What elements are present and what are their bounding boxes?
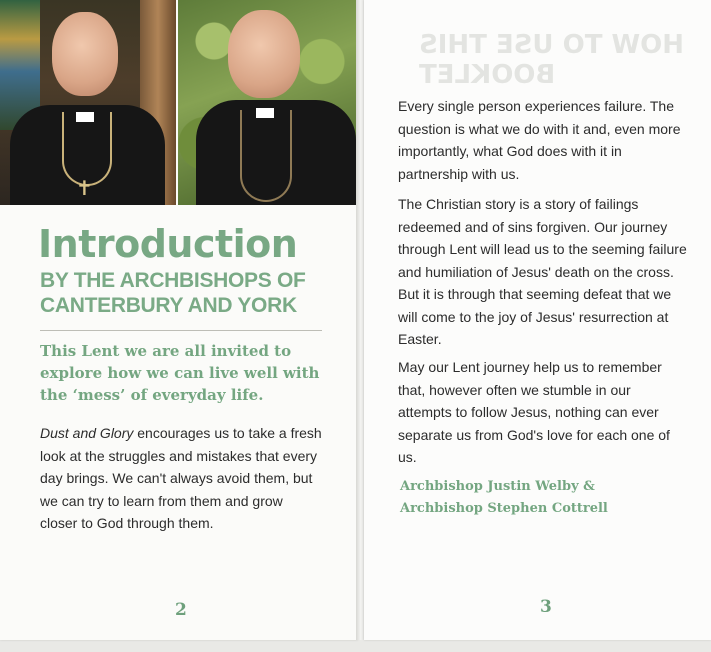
page-number: 2 (175, 600, 187, 620)
photo-archbishop-canterbury (0, 0, 176, 205)
pectoral-chain (240, 110, 292, 202)
show-through-heading: HOW TO USE THIS BOOKLET (419, 30, 685, 90)
photo-archbishop-york (178, 0, 358, 205)
signature-block (400, 476, 690, 520)
page-number: 3 (540, 597, 552, 617)
intro-text: encourages us to take a fresh look at the struggles and mistakes that every day brings. We can't always avoid them, but we can try to learn from them and grow closer to God through them. (40, 425, 322, 531)
portrait-head (52, 12, 118, 96)
pectoral-cross-icon: ✝ (76, 176, 93, 200)
archbishops-photos (0, 0, 358, 205)
signature-welby: Archbishop Justin Welby & (400, 479, 595, 494)
lead-paragraph: This Lent we are all invited to explore how we can live well with the ‘mess’ of everyday life. (40, 342, 320, 404)
portrait-head (228, 10, 300, 98)
intro-paragraph (40, 422, 322, 535)
paragraph-christian-story: The Christian story is a story of failings redeemed and of sins forgiven. Our journey through Lent will lead us to the seeming failure and humiliation of Jesus' death on the cross. But it is through that seeming defeat that we will come to the joy of Jesus' resurrection at Easter. (398, 196, 687, 347)
book-title: Dust and Glory (40, 425, 134, 441)
paragraph-lent-journey: May our Lent journey help us to remember that, however often we stumble in our attempts to follow Jesus, nothing can ever separate us from God's love for each one of us. (398, 359, 670, 465)
page-title: Introduction (38, 222, 298, 266)
left-page (0, 0, 358, 640)
signature-cottrell: Archbishop Stephen Cottrell (400, 501, 608, 516)
page-subtitle: BY THE ARCHBISHOPS OF CANTERBURY AND YORK (40, 269, 306, 317)
pectoral-chain (62, 112, 112, 186)
divider (40, 330, 322, 331)
right-page (364, 0, 711, 640)
paragraph-failure: Every single person experiences failure. The question is what we do with it and, even more importantly, what God does with it in partnership with us. (398, 98, 681, 182)
